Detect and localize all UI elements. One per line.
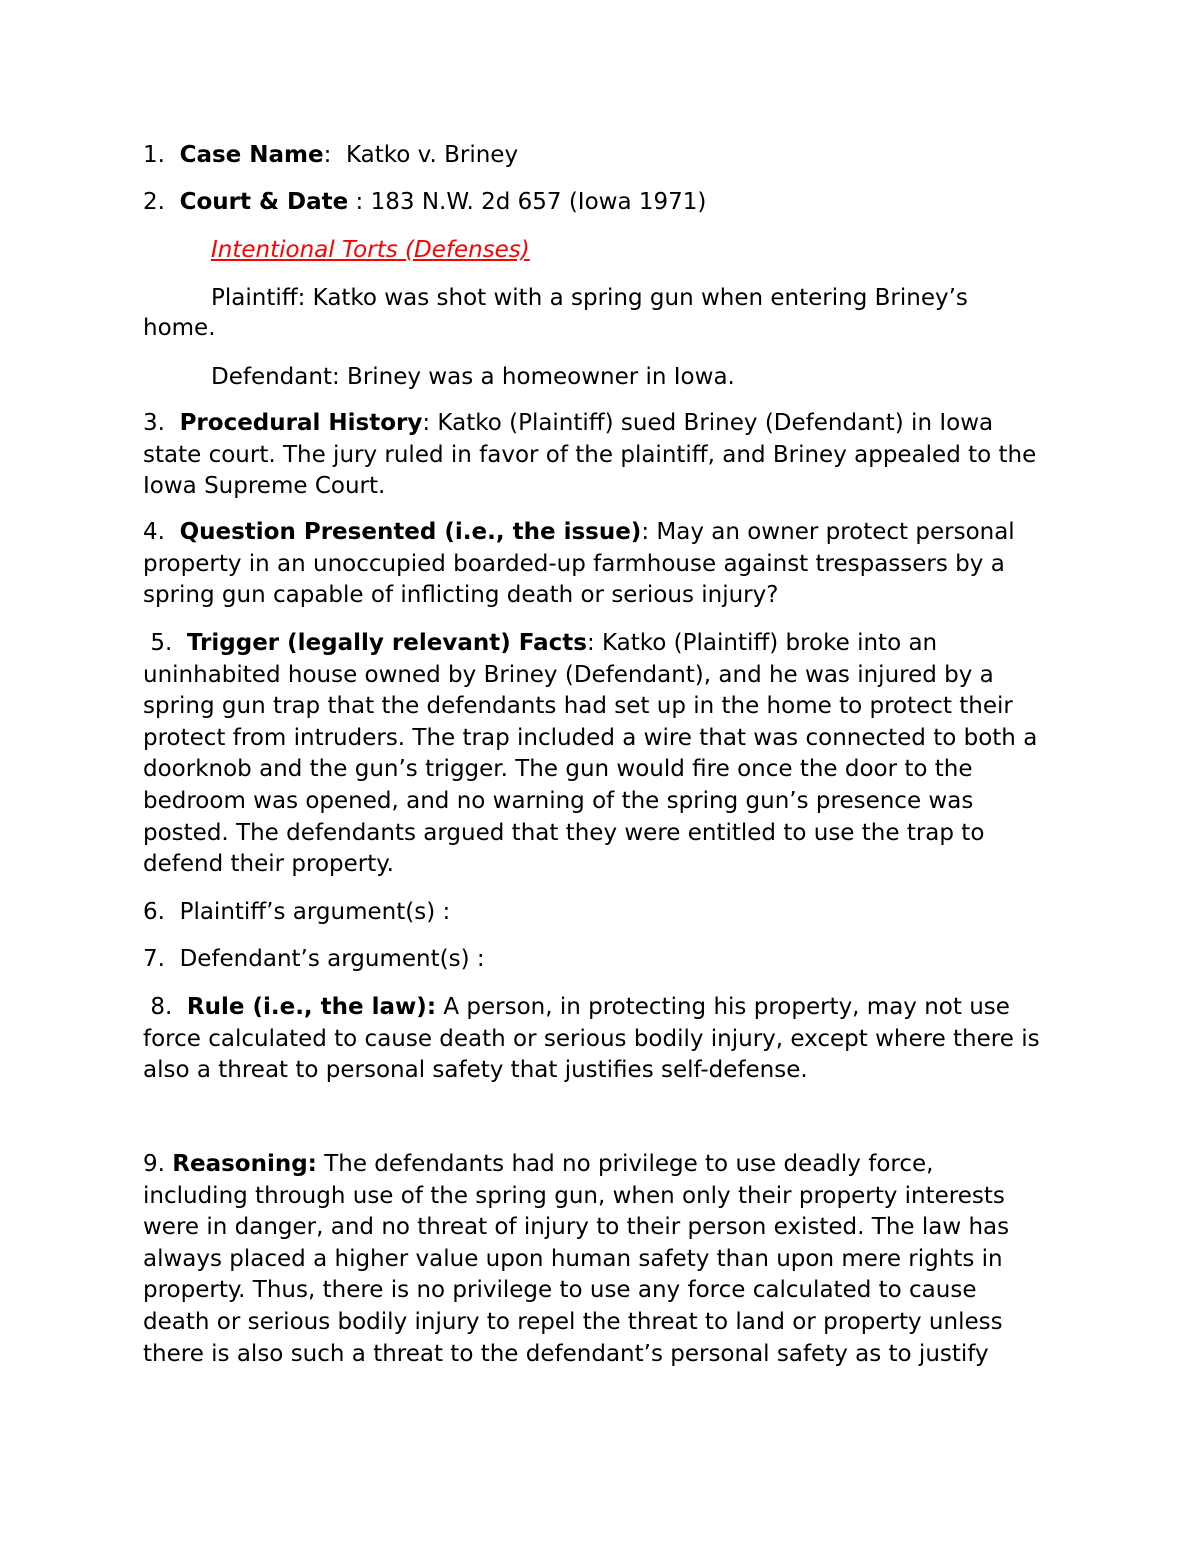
plaintiff-line: Plaintiff: Katko was shot with a spring gun when entering Briney’s — [211, 285, 968, 311]
item-court-date — [143, 187, 706, 219]
item-line: protect from intruders. The trap included a wire that was connected to both a — [143, 724, 1038, 751]
item-label: Procedural History — [179, 410, 423, 436]
item-text: Katko (Plaintiff) sued Briney (Defendant) in Iowa — [437, 410, 994, 436]
item-line: death or serious bodily injury to repel the threat to land or property unless — [143, 1308, 1003, 1335]
item-line: always placed a higher value upon human safety than upon mere rights in — [143, 1245, 1003, 1272]
item-line: property in an unoccupied boarded-up farmhouse against trespassers by a — [143, 550, 1005, 577]
item-separator: : — [586, 630, 595, 656]
item-reasoning — [143, 1149, 1083, 1370]
item-separator: : — [422, 410, 431, 436]
item-defendant-argument — [143, 944, 485, 976]
item-separator: : — [323, 142, 332, 168]
item-label: Question Presented (i.e., the issue) — [179, 519, 642, 545]
item-separator: : — [348, 189, 364, 215]
item-text: Plaintiff’s argument(s) : — [179, 899, 451, 925]
item-number: 4. — [143, 519, 165, 545]
item-line: including through use of the spring gun, when only their property interests — [143, 1182, 1005, 1209]
item-text: A person, in protecting his property, may not use — [443, 994, 1010, 1020]
item-separator: : — [641, 519, 650, 545]
item-text: Defendant’s argument(s) : — [179, 946, 485, 972]
item-question-presented — [143, 517, 1083, 612]
item-trigger-facts — [143, 628, 1083, 881]
item-line: there is also such a threat to the defendant’s personal safety as to justify — [143, 1340, 989, 1367]
item-line: spring gun capable of inflicting death or serious injury? — [143, 582, 779, 609]
section-heading: Intentional Torts (Defenses) — [211, 237, 530, 263]
item-line: spring gun trap that the defendants had set up in the home to protect their — [143, 693, 1013, 720]
item-text: 183 N.W. 2d 657 (Iowa 1971) — [370, 189, 707, 215]
item-number: 1. — [143, 142, 165, 168]
item-procedural-history — [143, 408, 1083, 503]
item-label: Trigger (legally relevant) Facts — [186, 630, 587, 656]
item-text: The defendants had no privilege to use deadly force, — [324, 1151, 934, 1177]
item-line: defend their property. — [143, 851, 394, 878]
item-number: 6. — [143, 899, 165, 925]
item-number: 9. — [143, 1151, 165, 1177]
item-label: Court & Date — [179, 189, 349, 215]
item-line: doorknob and the gun’s trigger. The gun would fire once the door to the — [143, 756, 973, 783]
plaintiff-line-continued: home. — [143, 315, 216, 341]
item-text: Katko (Plaintiff) broke into an — [602, 630, 938, 656]
item-line: were in danger, and no threat of injury to their person existed. The law has — [143, 1214, 1010, 1241]
item-line: property. Thus, there is no privilege to use any force calculated to cause — [143, 1277, 977, 1304]
item-rule — [143, 992, 1083, 1087]
item-line: force calculated to cause death or serious bodily injury, except where there is — [143, 1025, 1040, 1052]
item-label: Reasoning: — [172, 1151, 317, 1177]
item-text: May an owner protect personal — [656, 519, 1015, 545]
item-line: also a threat to personal safety that justifies self-defense. — [143, 1057, 808, 1084]
item-line: posted. The defendants argued that they were entitled to use the trap to — [143, 819, 985, 846]
item-line: bedroom was opened, and no warning of the spring gun’s presence was — [143, 787, 974, 814]
item-number: 8. — [150, 994, 173, 1020]
item-line: state court. The jury ruled in favor of the plaintiff, and Briney appealed to the — [143, 441, 1037, 468]
item-number: 3. — [143, 410, 165, 436]
item-number: 2. — [143, 189, 165, 215]
item-plaintiff-argument — [143, 897, 450, 929]
item-line: Iowa Supreme Court. — [143, 473, 386, 500]
item-number: 7. — [143, 946, 165, 972]
defendant-line: Defendant: Briney was a homeowner in Iowa. — [211, 364, 735, 390]
item-text: Katko v. Briney — [345, 142, 519, 168]
item-case-name — [143, 140, 518, 172]
item-label: Rule (i.e., the law): — [186, 994, 437, 1020]
item-label: Case Name — [179, 142, 324, 168]
item-line: uninhabited house owned by Briney (Defendant), and he was injured by a — [143, 661, 994, 688]
item-number: 5. — [150, 630, 173, 656]
